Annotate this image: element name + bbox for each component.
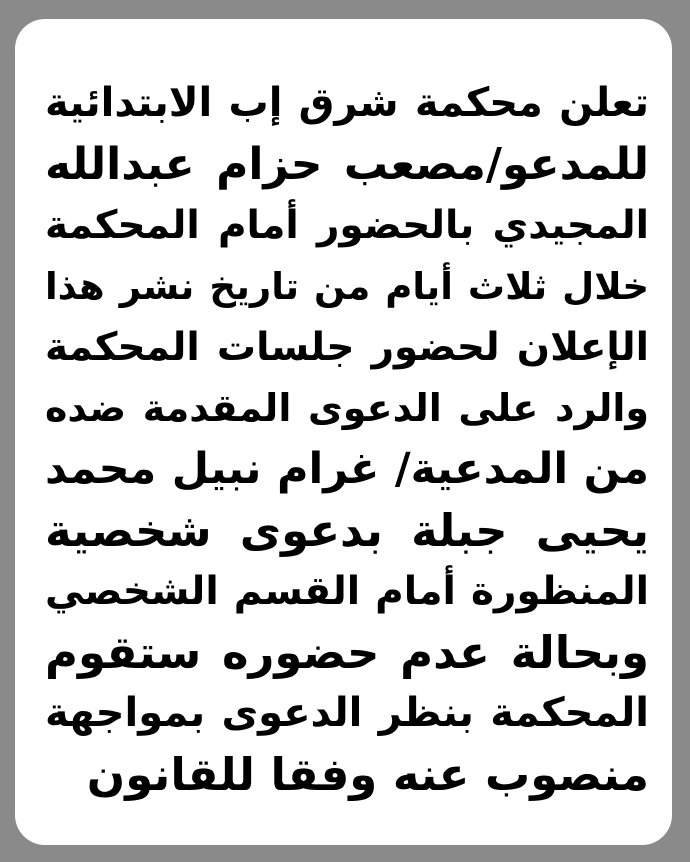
- notice-line-3: المجيدي بالحضور أمام المحكمة: [45, 203, 649, 248]
- notice-line-1: تعلن محكمة شرق إب الابتدائية: [45, 80, 649, 126]
- notice-line-8: يحيى جبلة بدعوى شخصية: [45, 504, 649, 557]
- court-notice-card: [15, 19, 672, 845]
- notice-line-4: خلال ثلاث أيام من تاريخ نشر هذا: [45, 265, 649, 308]
- notice-line-6: والرد على الدعوى المقدمة ضده: [45, 386, 649, 430]
- notice-line-10: وبحالة عدم حضوره ستقوم: [45, 626, 649, 679]
- notice-line-11: المحكمة بنظر الدعوى بمواجهة: [45, 690, 649, 736]
- court-notice-text: [45, 73, 649, 805]
- notice-line-9: المنظورة أمام القسم الشخصي: [45, 569, 649, 614]
- notice-line-7: من المدعية/ غرام نبيل محمد: [45, 444, 649, 494]
- notice-line-5: الإعلان لحضور جلسات المحكمة: [45, 325, 649, 370]
- notice-line-2: للمدعو/مصعب حزام عبدالله: [45, 139, 649, 190]
- notice-line-12: منصوب عنه وفقا للقانون: [86, 748, 649, 801]
